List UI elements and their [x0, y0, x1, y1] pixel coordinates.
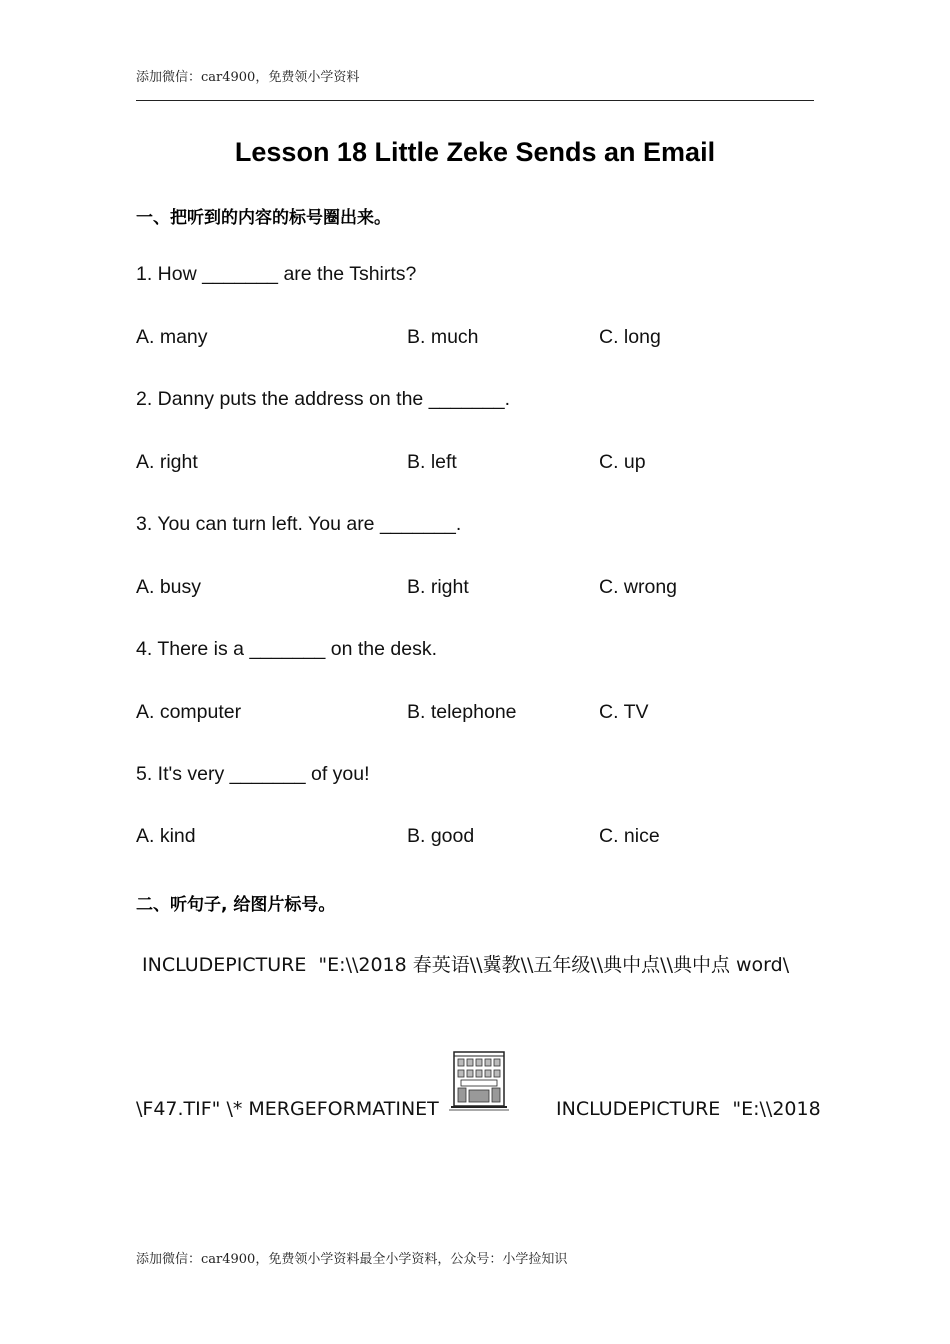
question-2: 2. Danny puts the address on the _______. — [136, 388, 511, 410]
question-5-option-c: C. nice — [599, 825, 660, 847]
question-3-option-b: B. right — [407, 576, 469, 598]
question-5-option-b: B. good — [407, 825, 475, 847]
field-code-line-1: INCLUDEPICTURE "E:\\2018 春英语\\冀教\\五年级\\典中点\\典中点 word\ — [136, 954, 790, 976]
building-icon — [449, 1050, 509, 1112]
question-1-option-a: A. many — [136, 326, 208, 348]
question-5: 5. It's very _______ of you! — [136, 763, 370, 785]
question-1-option-b: B. much — [407, 326, 479, 348]
header-divider — [136, 100, 814, 101]
question-5-option-a: A. kind — [136, 825, 196, 847]
section-2-heading: 二、听句子, 给图片标号。 — [136, 895, 336, 915]
question-3-option-c: C. wrong — [599, 576, 678, 598]
question-2-option-c: C. up — [599, 451, 646, 473]
question-2-option-a: A. right — [136, 451, 198, 473]
page-title: Lesson 18 Little Zeke Sends an Email — [234, 137, 716, 167]
question-4-option-b: B. telephone — [407, 701, 517, 723]
header-text: 添加微信：car4900，免费领小学资料 — [136, 70, 360, 85]
field-code-line-2-right: INCLUDEPICTURE "E:\\2018 — [556, 1098, 821, 1120]
footer-text: 添加微信：car4900，免费领小学资料最全小学资料，公众号：小学捡知识 — [136, 1252, 568, 1267]
section-1-heading: 一、把听到的内容的标号圈出来。 — [136, 208, 391, 228]
question-4-option-c: C. TV — [599, 701, 649, 723]
question-4: 4. There is a _______ on the desk. — [136, 638, 438, 660]
question-2-option-b: B. left — [407, 451, 457, 473]
question-1-option-c: C. long — [599, 326, 661, 348]
question-3-option-a: A. busy — [136, 576, 202, 598]
field-code-line-2-left: \F47.TIF" \* MERGEFORMATINET — [136, 1098, 439, 1120]
question-1: 1. How _______ are the Tshirts? — [136, 263, 417, 285]
question-3: 3. You can turn left. You are _______. — [136, 513, 462, 535]
question-4-option-a: A. computer — [136, 701, 242, 723]
